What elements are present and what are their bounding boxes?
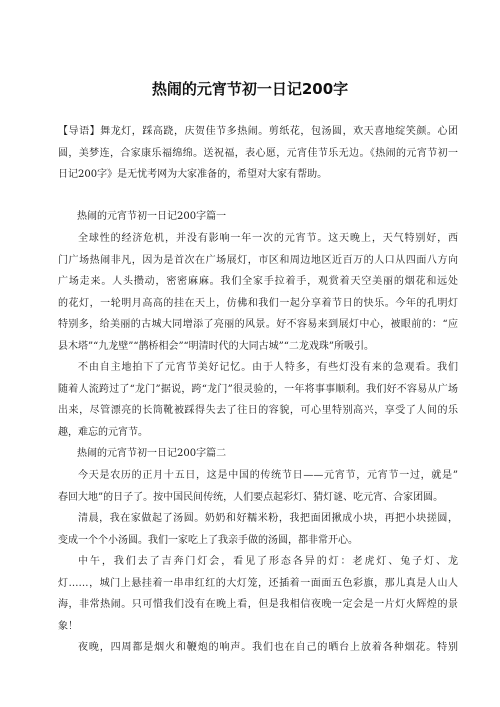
text-line: 趣，难忘的元宵节。 xyxy=(58,426,148,438)
text-line: 灯……，城门上悬挂着一串串红红的大灯笼，还插着一面面五色彩旗，那儿真是人山人 xyxy=(58,577,458,589)
text-line: 不由自主地拍下了元宵节美好记忆。由于人特多，有些灯没有来的急观看。我们 xyxy=(78,362,458,373)
text-line: 中午，我们去了吉奔门灯会，看见了形态各异的灯：老虎灯、兔子灯、龙 xyxy=(78,556,458,567)
section-1-heading: 热闹的元宵节初一日记200字篇一 xyxy=(77,211,227,222)
text-line: 夜晚，四周都是烟火和鞭炮的响声。我们也在自己的晒台上放着各种烟花。特别 xyxy=(78,642,458,653)
text-line: 广场走来。人头攒动，密密麻麻。我们全家手拉着手，观赏着天空美丽的烟花和远处 xyxy=(58,276,458,287)
text-line: 随着人流跨过了“龙门”据说，跨“龙门”很灵验的，一年将事事顺利。我们好不容易从广场 xyxy=(58,383,458,395)
text-line: 出来，尽管漂亮的长筒靴被踩得失去了往日的容貌，可心里特别高兴，享受了人间的乐 xyxy=(58,405,458,416)
text-line: 圆，美梦连，合家康乐福绵绵。送祝福，表心愿，元宵佳节乐无边。《热闹的元宵节初一 xyxy=(58,147,458,159)
text-line: 日记200字》是无忧考网为大家准备的，希望对大家有帮助。 xyxy=(58,169,328,180)
section-2-paragraph-4 xyxy=(58,637,458,659)
section-2-heading: 热闹的元宵节初一日记200字篇二 xyxy=(77,448,227,459)
section-1-paragraph-2 xyxy=(58,357,458,443)
section-2-paragraph-3 xyxy=(58,551,458,637)
intro-paragraph xyxy=(58,121,458,186)
text-line: 【导语】舞龙灯，踩高跷，庆贺佳节多热闹。剪纸花，包汤圆，欢天喜地绽笑颜。心团 xyxy=(58,126,458,137)
document-title: 热闹的元宵节初一日记200字 xyxy=(151,80,349,98)
text-line: 县木塔”“九龙壁”“鹊桥相会”“明清时代的大同古城”“二龙戏珠”所吸引。 xyxy=(58,340,375,352)
text-line: 今天是农历的正月十五日，这是中国的传统节日——元宵节，元宵节一过，就是” xyxy=(78,470,458,481)
text-line: 全球性的经济危机，并没有影响一年一次的元宵节。这天晚上，天气特别好，西 xyxy=(78,233,458,244)
text-line: 的花灯，一轮明月高高的挂在天上，仿佛和我们一起分享着节日的快乐。今年的孔明灯 xyxy=(58,297,458,309)
text-line: 清晨，我在家做起了汤圆。奶奶和好糯米粉，我把面团揪成小块，再把小块搓圆， xyxy=(78,513,458,524)
section-2-paragraph-2 xyxy=(58,508,458,551)
text-line: 变成一个个小汤圆。我们一家吃上了我亲手做的汤圆，都非常开心。 xyxy=(58,534,358,546)
text-line: 门广场热闹非凡，因为是首次在广场展灯，市区和周边地区近百万的人口从四面八方向 xyxy=(58,254,458,266)
text-line: 象！ xyxy=(58,620,78,632)
text-line: 春回大地”的日子了。按中国民间传统，人们要点起彩灯、猜灯谜、吃元宵、合家团圆。 xyxy=(58,491,444,503)
section-1-paragraph-1 xyxy=(58,228,458,357)
text-line: 海，非常热闹。只可惜我们没有在晚上看，但是我相信夜晚一定会是一片灯火辉煌的景 xyxy=(58,599,458,610)
section-2-paragraph-1 xyxy=(58,465,458,508)
text-line: 特别多，给美丽的古城大同增添了亮丽的风景。好不容易来到展灯中心，被眼前的：“应 xyxy=(58,319,458,330)
